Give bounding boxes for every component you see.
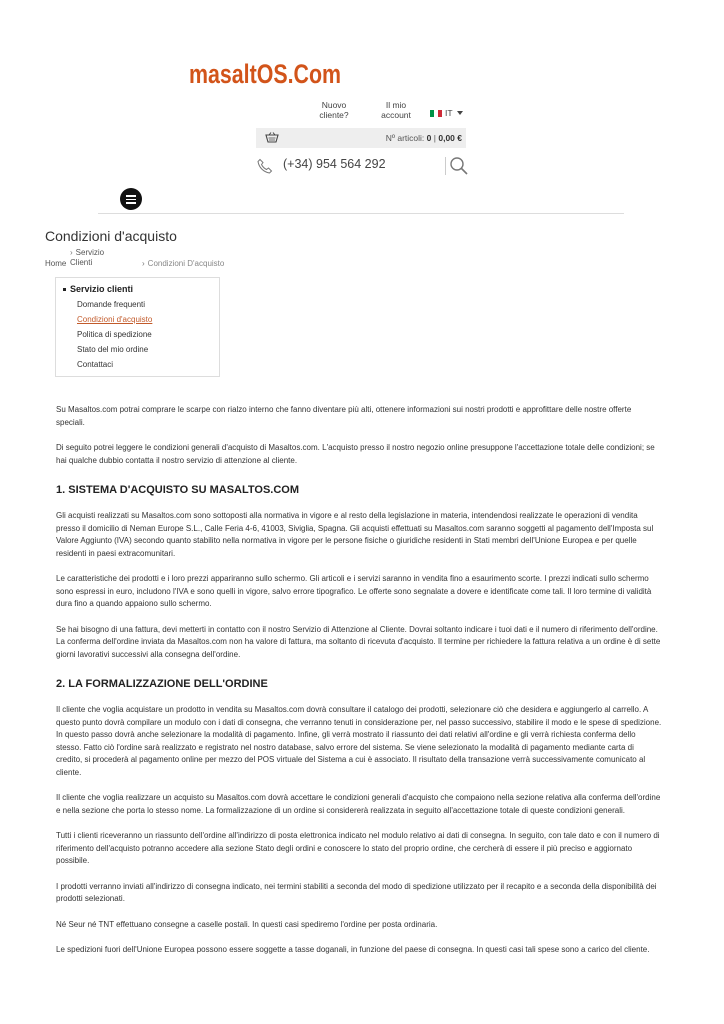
masaltos-logo[interactable] (188, 56, 343, 90)
breadcrumb-customer-service[interactable] (70, 248, 112, 268)
chevron-right-icon: › (70, 248, 73, 257)
header-divider (98, 213, 624, 214)
divider (445, 157, 446, 175)
menu-icon-bar (126, 195, 136, 197)
body-paragraph: Le spedizioni fuori dell'Unione Europea possono essere soggette a tasse doganali, in funzione del paese di consegna. In questi casi tali spese sono a carico del cliente. (56, 945, 650, 954)
my-account-link[interactable]: Il mio account (381, 100, 411, 120)
body-paragraph: I prodotti verranno inviati all'indirizzo di consegna indicato, nei termini stabiliti a seconda del modo di spedizione utilizzato per il recapito e a seconda della disponibilità dei prodotti selezionati. (56, 881, 657, 903)
section-heading: 2. LA FORMALIZZAZIONE DELL'ORDINE (56, 678, 268, 690)
menu-icon-bar (126, 202, 136, 204)
language-code: IT (445, 108, 453, 118)
menu-icon-bar (126, 199, 136, 201)
section-heading: 1. SISTEMA D'ACQUISTO SU MASALTOS.COM (56, 484, 300, 496)
cart-total: 0,00 € (438, 133, 462, 143)
customer-service-sidebar (55, 277, 220, 377)
body-paragraph: Né Seur né TNT effettuano consegne a caselle postali. In questi casi spediremo l'ordine per posta ordinaria. (56, 919, 438, 929)
logo-text: masaltOS.Com (189, 59, 341, 89)
sidebar-item-faq[interactable]: Domande frequenti (77, 300, 146, 309)
search-icon[interactable] (449, 156, 469, 176)
sidebar-item-contact[interactable]: Contattaci (77, 360, 114, 369)
cart-summary (386, 133, 462, 143)
phone-icon (257, 158, 273, 174)
intro-paragraph: Di seguito potrei leggere le condizioni generali d'acquisto di Masaltos.com. L'acquisto presso il nostro negozio online presuppone l'accettazione totale delle condizioni; se hai qualche dubbio contatta il nostro servizio di attenzione al cliente. (56, 443, 655, 465)
intro-paragraph: Su Masaltos.com potrai comprare le scarpe con rialzo interno che fanno diventare più alti, ottenere informazioni sui nostri prodotti e approfittare delle nostre offerte speciali. (56, 405, 632, 427)
body-paragraph: Tutti i clienti riceveranno un riassunto dell'ordine all'indirizzo di posta elettronica indicato nel modulo relativo ai dati di consegna. In seguito, con tale dato e con il numero di riferimento dell'acquisto potranno accedere alla sezione Stato degli ordini e conoscere lo stato del proprio ordine, che cercherà di essere il più preciso e aggiornato possibile. (56, 831, 660, 865)
sidebar-item-shipping-policy[interactable]: Politica di spedizione (77, 330, 152, 339)
body-paragraph: Se hai bisogno di una fattura, devi metterti in contatto con il nostro Servizio di Attenzione al Cliente. Dovrai soltanto indicare i tuoi dati e il numero di riferimento dell'ordine. La conferma dell'ordine inviata da Masaltos.com non ha valore di fattura, ma soltanto di ricevuta d'acquisto. Il termine per richiedere la fattura relativa a un ordine è di sette giorni lavorativi successivi alla consegna dell'ordine. (56, 624, 661, 659)
body-paragraph: Il cliente che voglia acquistare un prodotto in vendita su Masaltos.com dovrà consultare il catalogo dei prodotti, selezionare ciò che desidera e aggiungerlo al carrello. A questo punto dovrà compilare un modulo con i dati di consegna, che verranno tenuti in considerazione per, nel passo successivo, stabilire il modo e le spese di spedizione. In questo passo dovrà anche selezionare la modalità di pagamento. Infine, gli verrà mostrato il riassunto dei dati relativi all'ordine e gli verrà richiesta conferma dello stesso. Fatto ciò l'ordine sarà realizzato e registrato nel nostro database, salvo errore del sistema. Se viene selezionato la modalità di pagamento mediante carta di credito, si procederà al pagamento online per mezzo del POS virtuale del Sistema a cui è associato. Il risultato della transazione verrà successivamente comunicato al cliente. (56, 705, 662, 777)
body-paragraph: Il cliente che voglia realizzare un acquisto su Masaltos.com dovrà accettare le condizioni generali d'acquisto che compaiono nella sezione relativa alla conferma dell'ordine e nella sezione che porta lo stesso nome. La formalizzazione di un ordine si considererà realizzata in seguito all'accettazione totale di queste condizioni generali. (56, 793, 661, 815)
sidebar-title: Servizio clienti (63, 284, 133, 294)
phone-number[interactable]: (+34) 954 564 292 (283, 157, 386, 171)
caret-down-icon (457, 111, 463, 115)
language-selector[interactable] (430, 108, 463, 118)
new-customer-link[interactable]: Nuovo cliente? (319, 100, 349, 120)
cart-count: 0 (426, 133, 432, 143)
menu-button[interactable] (120, 188, 142, 210)
italy-flag-icon (430, 110, 442, 117)
breadcrumb-label: Condizioni D'acquisto (147, 259, 225, 268)
cart-label: Nº articoli: (385, 133, 425, 143)
body-paragraph: Gli acquisti realizzati su Masaltos.com sono sottoposti alla normativa in vigore e al resto della legislazione in materia, intendendosi realizzate le operazioni di vendita presso il domicilio di Neman Europe S.L., Calle Feria 4-6, 41003, Siviglia, Spagna. Gli acquisti effettuati su Masaltos.com saranno soggetti al pagamento dell'Imposta sul Valore Aggiunto (IVA) secondo quanto stabilito nella normativa in vigore per le persone fisiche o giuridiche residenti in Stati membri dell'Unione Europea e per quelle residenti in paesi extracomunitari. (56, 511, 654, 558)
body-paragraph: Le caratteristiche dei prodotti e i loro prezzi appariranno sullo schermo. Gli articoli e i servizi saranno in vendita fino a esaurimento scorte. I prezzi indicati sullo schermo sono espressi in euro, includono l'IVA e sono quelli in vigore, salvo errore tipografico. Le offerte sono segnalate a dovere e identificate come tali. Il loro termine di validità dura fino a quando appaiono sullo schermo. (56, 574, 652, 608)
breadcrumb-home[interactable]: Home (45, 259, 67, 268)
cart-separator: | (433, 133, 436, 143)
cart-bar[interactable] (256, 128, 466, 148)
chevron-right-icon: › (142, 259, 145, 268)
breadcrumb-label: Servizio Clienti (70, 248, 105, 267)
breadcrumb-current (142, 259, 224, 269)
sidebar-item-purchase-conditions[interactable]: Condizioni d'acquisto (77, 315, 153, 324)
main-content (56, 404, 662, 970)
sidebar-item-order-status[interactable]: Stato del mio ordine (77, 345, 149, 354)
basket-icon (265, 132, 279, 144)
page-title: Condizioni d'acquisto (45, 228, 177, 244)
